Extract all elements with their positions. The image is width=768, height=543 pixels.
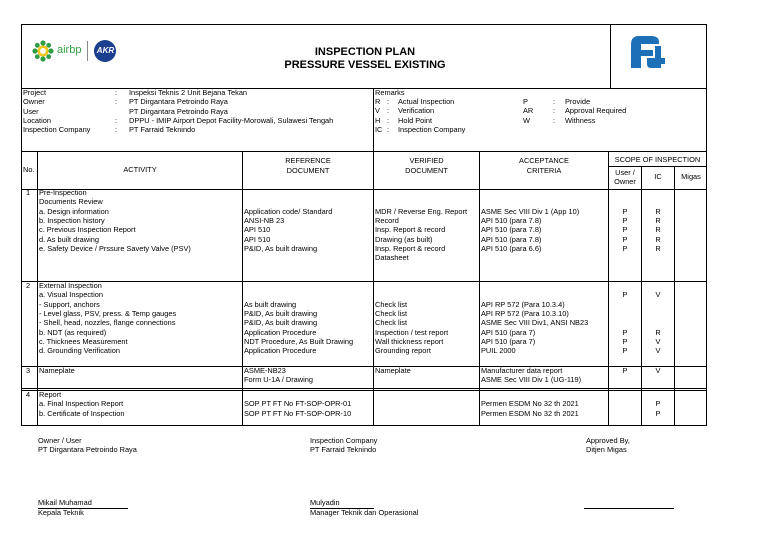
reference-doc: API 510 xyxy=(244,225,271,235)
remark-code: R xyxy=(375,97,381,106)
reference-doc: API 510 xyxy=(244,234,271,244)
col-header-acc-1: ACCEPTANCE xyxy=(519,156,569,165)
acceptance-criteria: Permen ESDM No 32 th 2021 xyxy=(481,399,579,409)
activity-line: Pre-Inspection xyxy=(39,188,87,197)
reference-doc: P&ID, As built drawing xyxy=(244,318,318,328)
acceptance-criteria: API 510 (para 7.8) xyxy=(481,225,542,235)
remark-code: V xyxy=(375,106,380,116)
reference-doc: Form U-1A / Drawing xyxy=(244,375,313,385)
scope-header-line xyxy=(608,166,707,167)
info-separator: : xyxy=(115,125,118,135)
activity-line: d. As built drawing xyxy=(39,234,99,244)
scope-user: P xyxy=(622,243,628,253)
akr-logo: AKR xyxy=(94,40,116,62)
acceptance-criteria: API 510 (para 7.8) xyxy=(481,234,542,244)
row-4-col-no xyxy=(37,389,38,425)
remarks-divider xyxy=(373,88,374,151)
verified-doc: Nameplate xyxy=(375,366,411,375)
activity-line: e. Safety Device / Prssure Savety Valve (PSV) xyxy=(39,243,191,253)
remark-code: AR xyxy=(523,106,534,116)
airbp-logo-text: airbp xyxy=(57,44,82,57)
verified-doc: Drawing (as built) xyxy=(375,234,433,244)
remark-desc: Approval Required xyxy=(565,106,627,116)
airbp-logo xyxy=(32,40,116,62)
acceptance-criteria: API 510 (para 6.6) xyxy=(481,243,542,253)
row-4-left-border xyxy=(21,389,22,425)
activity-line: Documents Review xyxy=(39,197,103,207)
row-4-col-ref xyxy=(373,389,374,425)
scope-user: P xyxy=(622,215,628,225)
info-value: DPPU - IMIP Airport Depot Facility-Morowali, Sulawesi Tengah xyxy=(129,115,334,125)
activity-line: - Shell, head, nozzles, flange connections xyxy=(39,318,176,328)
col-header-user-1: User / xyxy=(615,168,635,177)
row-number: 2 xyxy=(26,281,31,290)
col-header-user-2: Owner xyxy=(614,177,636,186)
bp-helios-icon xyxy=(32,40,54,62)
activity-line: Nameplate xyxy=(39,366,75,375)
activity-line: - Level glass, PSV, press. & Temp gauges xyxy=(39,308,177,318)
remark-desc: Withness xyxy=(565,115,596,125)
row-number: 1 xyxy=(26,188,31,197)
scope-ic: P xyxy=(655,399,661,409)
document-title: INSPECTION PLAN xyxy=(314,46,416,58)
info-separator: : xyxy=(115,97,118,107)
activity-line: c. Previous Inspection Report xyxy=(39,225,136,235)
approved-sign-title: Approved By, xyxy=(586,436,630,445)
logo-divider xyxy=(87,41,88,61)
col-header-ref-2: DOCUMENT xyxy=(286,166,330,175)
activity-line: d. Grounding Verification xyxy=(39,346,120,356)
reference-doc: Application code/ Standard xyxy=(244,206,333,216)
info-value: Inspeksi Teknis 2 Unit Bejana Tekan xyxy=(129,88,248,97)
verified-doc: Check list xyxy=(375,318,408,328)
scope-user: P xyxy=(622,346,628,356)
col-line-ic xyxy=(674,166,675,389)
scope-ic: R xyxy=(655,225,661,235)
ic-sign-company: PT Farraid Teknindo xyxy=(310,445,377,454)
info-label: Project xyxy=(23,88,47,97)
scope-ic: R xyxy=(655,206,661,216)
row-number: 4 xyxy=(26,390,31,399)
remarks-title: Remarks xyxy=(375,88,405,97)
document-subtitle: PRESSURE VESSEL EXISTING xyxy=(284,59,446,71)
info-value: PT Dirgantara Petroindo Raya xyxy=(129,106,228,116)
row-4-right-border xyxy=(706,389,707,425)
row-2-bottom xyxy=(21,366,707,367)
col-header-ver-1: VERIFIED xyxy=(409,156,444,165)
activity-line: - Support, anchors xyxy=(39,299,100,309)
scope-ic: V xyxy=(655,366,661,375)
info-label: Owner xyxy=(23,97,45,107)
scope-ic: R xyxy=(655,243,661,253)
col-header-activity: ACTIVITY xyxy=(123,165,157,174)
scope-user: P xyxy=(622,290,628,300)
acceptance-criteria: API RP 572 (Para 10.3.4) xyxy=(481,299,565,309)
info-separator: : xyxy=(115,88,118,97)
remark-separator: : xyxy=(553,106,556,116)
verified-doc: Check list xyxy=(375,299,408,309)
activity-line: b. Inspection history xyxy=(39,215,105,225)
info-label: Inspection Company xyxy=(23,125,91,135)
row-4-col-ic xyxy=(674,389,675,425)
scope-user: P xyxy=(622,225,628,235)
col-header-ref-1: REFERENCE xyxy=(285,156,331,165)
scope-user: P xyxy=(622,327,628,337)
reference-doc: NDT Procedure, As Built Drawing xyxy=(244,336,354,346)
col-line-ver xyxy=(479,151,480,389)
col-line-no xyxy=(37,151,38,389)
activity-line: a. Design information xyxy=(39,206,109,216)
info-separator: : xyxy=(115,115,118,125)
row-1-bottom xyxy=(21,281,707,282)
reference-doc: ANSI-NB 23 xyxy=(244,215,285,225)
info-divider xyxy=(21,151,707,152)
ic-sign-title: Inspection Company xyxy=(310,436,378,445)
remark-separator: : xyxy=(553,97,556,106)
reference-doc: SOP PT FT No FT-SOP-OPR-10 xyxy=(244,408,352,418)
reference-doc: P&ID, As built drawing xyxy=(244,308,318,318)
col-line-activity xyxy=(242,151,243,389)
owner-sign-title: Owner / User xyxy=(38,436,82,445)
acceptance-criteria: ASME Sec VIII Div 1 (UG-119) xyxy=(481,375,582,385)
activity-line: b. NDT (as required) xyxy=(39,327,107,337)
remark-code: H xyxy=(375,115,381,125)
scope-ic: R xyxy=(655,327,661,337)
row-number: 3 xyxy=(26,366,31,375)
remark-code: IC xyxy=(375,124,383,134)
row-4-col-activity xyxy=(242,389,243,425)
verified-doc: Grounding report xyxy=(375,346,431,356)
acceptance-criteria: API 510 (para 7.8) xyxy=(481,215,542,225)
remark-separator: : xyxy=(387,97,390,106)
owner-signer-name: Mikail Muhamad xyxy=(38,498,92,507)
document-frame xyxy=(21,24,707,389)
scope-ic: P xyxy=(655,408,661,418)
table-header-bottom xyxy=(21,189,707,190)
scope-ic: R xyxy=(655,234,661,244)
col-header-no: No. xyxy=(23,165,35,174)
row-3-bottom xyxy=(21,390,707,391)
col-header-scope: SCOPE OF INSPECTION xyxy=(614,155,701,164)
remark-desc: Verification xyxy=(398,106,435,116)
remark-code: P xyxy=(523,97,528,106)
activity-line: a. Final Inspection Report xyxy=(39,399,124,409)
scope-user: P xyxy=(622,206,628,216)
ft-logo-icon xyxy=(625,32,665,72)
reference-doc: Application Procedure xyxy=(244,327,317,337)
remark-separator: : xyxy=(387,115,390,125)
verified-doc: Datasheet xyxy=(375,253,409,263)
verified-doc: Insp. Report & record xyxy=(375,243,446,253)
row-4-col-ver xyxy=(479,389,480,425)
acceptance-criteria: ASME Sec VIII Div1, ANSI NB23 xyxy=(481,318,589,328)
reference-doc: Application Procedure xyxy=(244,346,317,356)
remark-desc: Hold Point xyxy=(398,115,433,125)
approved-sign-company: Ditjen Migas xyxy=(586,445,627,454)
scope-ic: V xyxy=(655,336,661,346)
reference-doc: SOP PT FT No FT-SOP-OPR-01 xyxy=(244,399,352,409)
verified-doc: MDR / Reverse Eng. Report xyxy=(375,206,468,216)
verified-doc: Wall thickness report xyxy=(375,336,444,346)
info-label: User xyxy=(23,106,39,116)
reference-doc: As built drawing xyxy=(244,299,297,309)
remark-separator: : xyxy=(387,106,390,116)
reference-doc: P&ID, As built drawing xyxy=(244,243,318,253)
info-value: PT Farraid Teknindo xyxy=(129,125,196,135)
remark-desc: Inspection Company xyxy=(398,124,466,134)
owner-signer-role: Kepala Teknik xyxy=(38,508,84,517)
reference-doc: ASME-NB23 xyxy=(244,366,286,375)
info-value: PT Dirgantara Petroindo Raya xyxy=(129,97,228,107)
remark-desc: Provide xyxy=(565,97,591,106)
scope-user: P xyxy=(622,234,628,244)
verified-doc: Inspection / test report xyxy=(375,327,449,337)
ic-signer-name: Mulyadin xyxy=(310,498,340,507)
row-4-col-user xyxy=(641,389,642,425)
acceptance-criteria: Manufacturer data report xyxy=(481,366,563,375)
col-header-migas: Migas xyxy=(681,172,701,181)
row-4-col-acc xyxy=(608,389,609,425)
remark-desc: Actual Inspection xyxy=(398,97,455,106)
col-header-acc-2: CRITERIA xyxy=(526,166,562,175)
activity-line: Report xyxy=(39,390,62,399)
verified-doc: Record xyxy=(375,215,399,225)
acceptance-criteria: API RP 572 (Para 10.3.10) xyxy=(481,308,569,318)
scope-ic: V xyxy=(655,346,661,356)
remark-separator: : xyxy=(387,124,390,134)
scope-user: P xyxy=(622,366,628,375)
ft-logo xyxy=(625,32,665,75)
remark-code: W xyxy=(523,115,530,125)
activity-line: a. Visual Inspection xyxy=(39,290,103,300)
scope-user: P xyxy=(622,336,628,346)
verified-doc: Insp. Report & record xyxy=(375,225,446,235)
approved-signature-line xyxy=(584,508,674,509)
acceptance-criteria: PUIL 2000 xyxy=(481,346,516,356)
acceptance-criteria: Permen ESDM No 32 th 2021 xyxy=(481,408,579,418)
owner-sign-company: PT Dirgantara Petroindo Raya xyxy=(38,445,137,454)
remark-separator: : xyxy=(553,115,556,125)
scope-ic: V xyxy=(655,290,661,300)
logo-box-divider xyxy=(610,24,611,88)
verified-doc: Check list xyxy=(375,308,408,318)
acceptance-criteria: API 510 (para 7) xyxy=(481,336,536,346)
header-divider xyxy=(21,88,707,89)
activity-line: c. Thicknees Measurement xyxy=(39,336,128,346)
info-label: Location xyxy=(23,115,51,125)
col-header-ver-2: DOCUMENT xyxy=(405,166,448,175)
scope-ic: R xyxy=(655,215,661,225)
activity-line: External Inspection xyxy=(39,281,102,290)
activity-line: b. Certificate of Inspection xyxy=(39,408,125,418)
acceptance-criteria: ASME Sec VIII Div 1 (App 10) xyxy=(481,206,580,216)
ic-signer-role: Manager Teknik dan Operasional xyxy=(310,508,419,517)
acceptance-criteria: API 510 (para 7) xyxy=(481,327,536,337)
col-header-ic: IC xyxy=(654,172,662,181)
col-line-ref xyxy=(373,151,374,389)
table-bottom xyxy=(21,425,707,426)
